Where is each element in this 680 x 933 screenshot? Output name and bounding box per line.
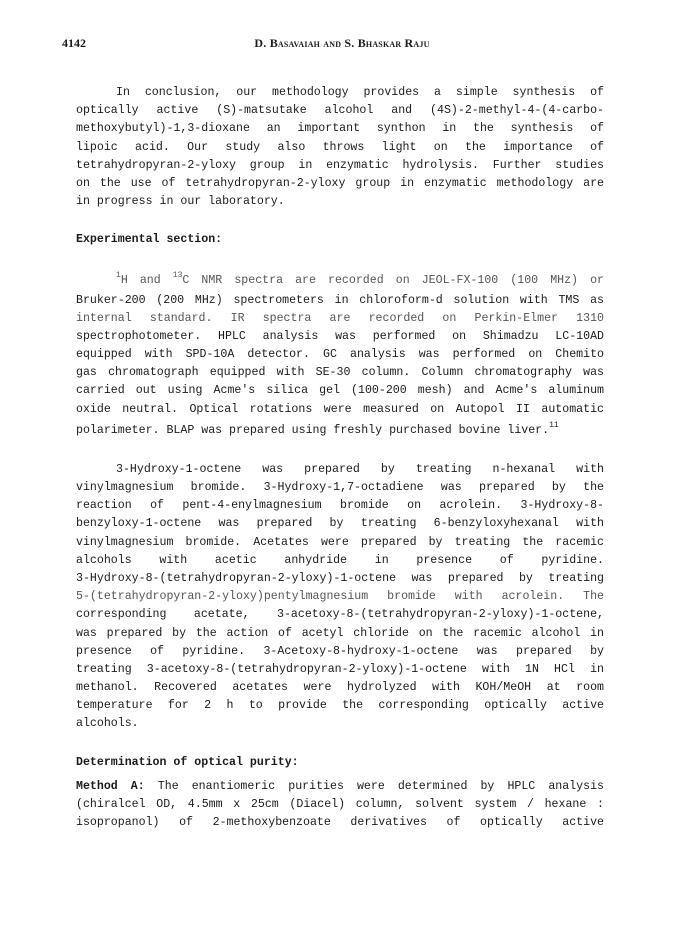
text-line: reaction of pent-4-enylmagnesium bromide on acrolein. 3-Hydroxy-8- xyxy=(76,499,604,513)
text-line-nmr xyxy=(76,270,604,292)
experimental-heading: Experimental section: xyxy=(76,233,223,247)
text-line: optically active (S)-matsutake alcohol and (4S)-2-methyl-4-(4-carbo- xyxy=(76,104,604,118)
text-line: lipoic acid. Our study also throws light on the importance of xyxy=(76,140,604,154)
text-line: methanol. Recovered acetates were hydrolyzed with KOH/MeOH at room xyxy=(76,681,604,695)
method-a-text: The enantiomeric purities were determined by HPLC analysis xyxy=(144,779,604,793)
text-line: temperature for 2 h to provide the corresponding optically active xyxy=(76,699,604,713)
text-line: equipped with SPD-10A detector. GC analysis was performed on Chemito xyxy=(76,348,604,362)
superscript-13: 13 xyxy=(172,270,183,280)
text-line: methoxybutyl)-1,3-dioxane an important synthon in the synthesis of xyxy=(76,122,604,136)
method-a-paragraph xyxy=(76,778,604,833)
conclusion-paragraph xyxy=(76,84,604,211)
text-line-last xyxy=(76,419,604,441)
running-head: D. Basavaiah and S. Bhaskar Raju xyxy=(254,36,430,50)
text-line: corresponding acetate, 3-acetoxy-8-(tetrahydropyran-2-yloxy)-1-octene, xyxy=(76,608,604,622)
preparation-paragraph xyxy=(76,461,604,734)
last-line-text: polarimeter. BLAP was prepared using freshly purchased bovine liver. xyxy=(76,423,550,437)
nmr-line-rest: C NMR spectra are recorded on JEOL-FX-100 (100 MHz) or xyxy=(182,273,604,287)
text-line: 3-Hydroxy-1-octene was prepared by treating n-hexanal with xyxy=(116,462,604,476)
text-line: spectrophotometer. HPLC analysis was performed on Shimadzu LC-10AD xyxy=(76,329,604,343)
text-line: in progress in our laboratory. xyxy=(76,195,285,209)
text-line: benzyloxy-1-octene was prepared by treating 6-benzyloxyhexanal with xyxy=(76,517,604,531)
text-line: Bruker-200 (200 MHz) spectrometers in chloroform-d solution with TMS as xyxy=(76,293,604,307)
text-line: 3-Hydroxy-8-(tetrahydropyran-2-yloxy)-1-octene was prepared by treating xyxy=(76,571,604,585)
page-header xyxy=(62,36,622,54)
text-line: (chiralcel OD, 4.5mm x 25cm (Diacel) column, solvent system / hexane : xyxy=(76,798,604,811)
text-line: internal standard. IR spectra are recorded on Perkin-Elmer 1310 xyxy=(76,311,604,325)
text-line: presence of pyridine. 3-Acetoxy-8-hydroxy-1-octene was prepared by xyxy=(76,644,604,658)
text-line: alcohols with acetic anhydride in presence of pyridine. xyxy=(76,553,604,567)
text-line: on the use of tetrahydropyran-2-yloxy group in enzymatic methodology are xyxy=(76,176,604,190)
optical-purity-heading: Determination of optical purity: xyxy=(76,755,299,769)
superscript-1: 1 xyxy=(116,270,121,280)
text-line: carried out using Acme's silica gel (100-200 mesh) and Acme's aluminum xyxy=(76,384,604,398)
text-line: was prepared by the action of acetyl chloride on the racemic alcohol in xyxy=(76,626,604,640)
text-line: treating 3-acetoxy-8-(tetrahydropyran-2-yloxy)-1-octene with 1N HCl in xyxy=(76,662,604,676)
text-line: gas chromatograph equipped with SE-30 column. Column chromatography was xyxy=(76,366,604,380)
reference-superscript: 11 xyxy=(549,420,559,430)
text-line-method-a xyxy=(76,778,604,796)
experimental-paragraph xyxy=(76,270,604,441)
text-line: oxide neutral. Optical rotations were measured on Autopol II automatic xyxy=(76,402,604,416)
text-line: In conclusion, our methodology provides a simple synthesis of xyxy=(116,86,604,99)
page-number: 4142 xyxy=(62,36,86,50)
text-line: isopropanol) of 2-methoxybenzoate derivatives of optically active xyxy=(76,816,604,830)
text-line: 5-(tetrahydropyran-2-yloxy)pentylmagnesium bromide with acrolein. The xyxy=(76,590,604,604)
nucleus-h: H and xyxy=(120,273,173,287)
text-line: vinylmagnesium bromide. 3-Hydroxy-1,7-octadiene was prepared by the xyxy=(76,481,604,494)
text-line: tetrahydropyran-2-yloxy group in enzymatic hydrolysis. Further studies xyxy=(76,158,604,172)
text-line: vinylmagnesium bromide. Acetates were prepared by treating the racemic xyxy=(76,535,604,549)
method-a-label: Method A: xyxy=(76,779,145,793)
text-line: alcohols. xyxy=(76,717,139,731)
article-body xyxy=(76,84,604,852)
